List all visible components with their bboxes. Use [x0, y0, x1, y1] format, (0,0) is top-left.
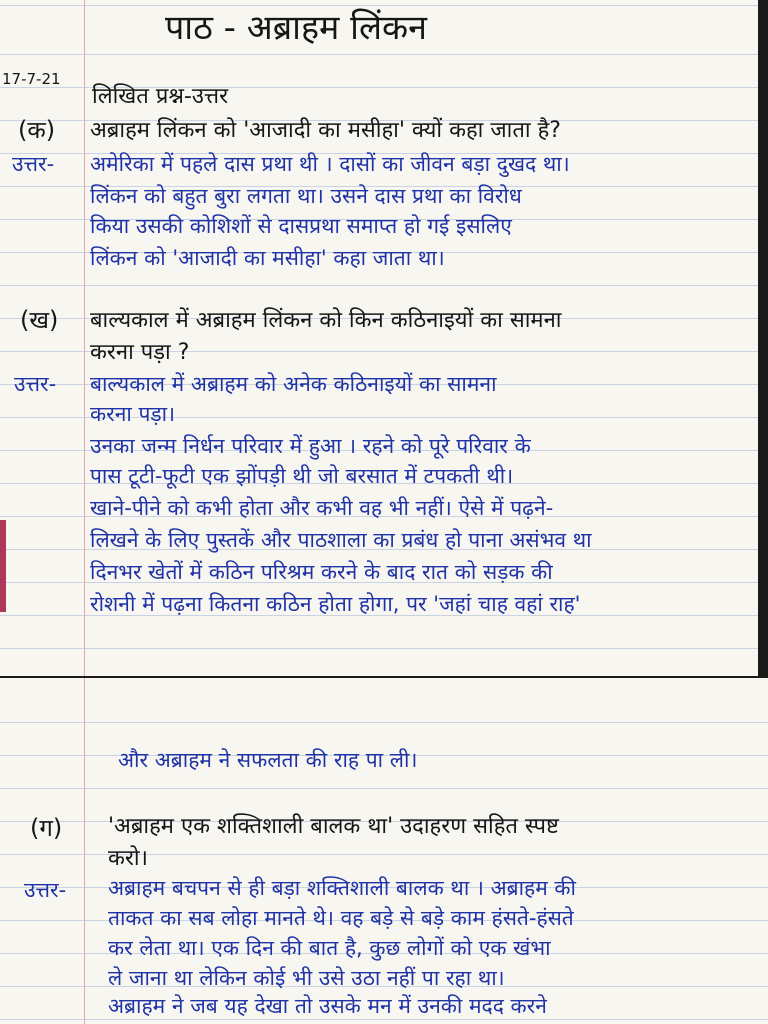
answer-label: उत्तर-: [24, 878, 67, 902]
question-text: अब्राहम लिंकन को 'आजादी का मसीहा' क्यों कहा जाता है?: [90, 118, 561, 143]
question-label: (क): [18, 116, 56, 144]
question-text: करना पड़ा ?: [90, 340, 190, 365]
date-note: 17-7-21: [2, 70, 61, 88]
answer-label: उत्तर-: [14, 372, 57, 396]
answer-line: अमेरिका में पहले दास प्रथा थी । दासों का जीवन बड़ा दुखद था।: [90, 152, 570, 176]
answer-line: पास टूटी-फूटी एक झोंपड़ी थी जो बरसात में टपकती थी।: [90, 464, 514, 488]
answer-line: रोशनी में पढ़ना कितना कठिन होता होगा, पर 'जहां चाह वहां राह': [90, 592, 581, 616]
answer-line: लिंकन को 'आजादी का मसीहा' कहा जाता था।: [90, 246, 445, 270]
question-text: 'अब्राहम एक शक्तिशाली बालक था' उदाहरण सहित स्पष्ट: [108, 814, 559, 839]
answer-line: किया उसकी कोशिशों से दासप्रथा समाप्त हो गई इसलिए: [90, 214, 512, 238]
notebook-page-bottom: [0, 678, 768, 1024]
answer-line: ले जाना था लेकिन कोई भी उसे उठा नहीं पा रहा था।: [108, 966, 505, 990]
section-heading: लिखित प्रश्न-उत्तर: [92, 84, 229, 109]
answer-line: ताकत का सब लोहा मानते थे। वह बड़े से बड़े काम हंसते-हंसते: [108, 906, 574, 930]
answer-label: उत्तर-: [12, 152, 55, 176]
answer-line: बाल्यकाल में अब्राहम को अनेक कठिनाइयों का सामना: [90, 372, 497, 396]
background-strip: [0, 520, 6, 612]
answer-line: लिंकन को बहुत बुरा लगता था। उसने दास प्रथा का विरोध: [90, 184, 522, 208]
question-label: (ग): [30, 814, 63, 842]
answer-line: खाने-पीने को कभी होता और कभी वह भी नहीं। ऐसे में पढ़ने-: [90, 496, 554, 520]
answer-line: उनका जन्म निर्धन परिवार में हुआ । रहने को पूरे परिवार के: [90, 434, 531, 458]
answer-line: अब्राहम ने जब यह देखा तो उसके मन में उनकी मदद करने: [108, 994, 547, 1018]
margin-line: [84, 678, 85, 1024]
page-title: पाठ - अब्राहम लिंकन: [165, 8, 427, 48]
question-text: बाल्यकाल में अब्राहम लिंकन को किन कठिनाइयों का सामना: [90, 308, 562, 333]
answer-line: अब्राहम बचपन से ही बड़ा शक्तिशाली बालक था । अब्राहम की: [108, 876, 576, 900]
answer-line: दिनभर खेतों में कठिन परिश्रम करने के बाद रात को सड़क की: [90, 560, 553, 584]
margin-line: [84, 0, 85, 676]
answer-line: कर लेता था। एक दिन की बात है, कुछ लोगों को एक खंभा: [108, 936, 551, 960]
answer-line: लिखने के लिए पुस्तकें और पाठशाला का प्रबंध हो पाना असंभव था: [90, 528, 592, 552]
answer-continuation: और अब्राहम ने सफलता की राह पा ली।: [118, 748, 418, 772]
answer-line: करना पड़ा।: [90, 402, 176, 426]
question-text: करो।: [108, 846, 148, 871]
question-label: (ख): [20, 306, 59, 334]
